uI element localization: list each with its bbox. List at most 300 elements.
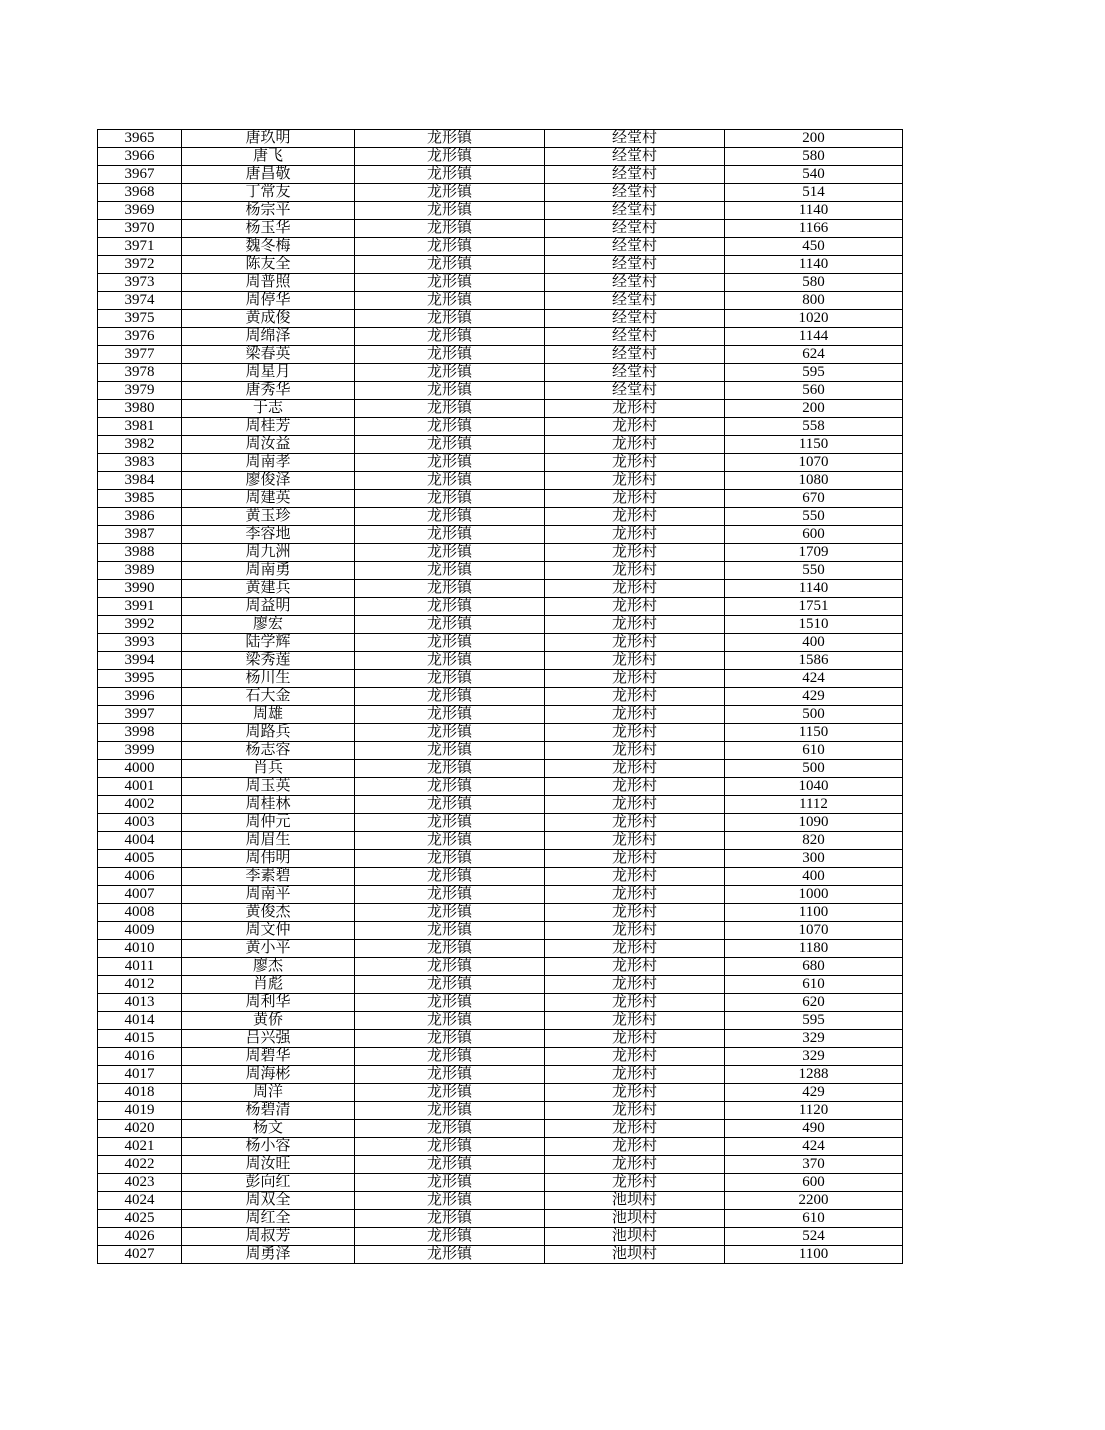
table-row <box>98 688 903 706</box>
town-cell: 龙形镇 <box>355 310 545 328</box>
name-cell: 李容地 <box>182 526 355 544</box>
amount-cell: 1100 <box>725 1246 903 1264</box>
amount-cell: 1586 <box>725 652 903 670</box>
town-cell: 龙形镇 <box>355 346 545 364</box>
row-number-cell: 4011 <box>98 958 182 976</box>
row-number-cell: 3968 <box>98 184 182 202</box>
amount-cell: 624 <box>725 346 903 364</box>
row-number-cell: 4013 <box>98 994 182 1012</box>
table-row <box>98 328 903 346</box>
town-cell: 龙形镇 <box>355 994 545 1012</box>
table-row <box>98 436 903 454</box>
table-row <box>98 1210 903 1228</box>
village-cell: 经堂村 <box>545 166 725 184</box>
village-cell: 龙形村 <box>545 886 725 904</box>
table-row <box>98 1192 903 1210</box>
town-cell: 龙形镇 <box>355 202 545 220</box>
table-row <box>98 814 903 832</box>
village-cell: 经堂村 <box>545 292 725 310</box>
village-cell: 龙形村 <box>545 1156 725 1174</box>
row-number-cell: 4015 <box>98 1030 182 1048</box>
amount-cell: 1751 <box>725 598 903 616</box>
table-row <box>98 202 903 220</box>
village-cell: 龙形村 <box>545 634 725 652</box>
table-row <box>98 922 903 940</box>
town-cell: 龙形镇 <box>355 742 545 760</box>
village-cell: 龙形村 <box>545 454 725 472</box>
row-number-cell: 4026 <box>98 1228 182 1246</box>
town-cell: 龙形镇 <box>355 130 545 148</box>
village-cell: 龙形村 <box>545 1030 725 1048</box>
row-number-cell: 4022 <box>98 1156 182 1174</box>
town-cell: 龙形镇 <box>355 904 545 922</box>
village-cell: 龙形村 <box>545 544 725 562</box>
table-row <box>98 706 903 724</box>
row-number-cell: 3986 <box>98 508 182 526</box>
row-number-cell: 3995 <box>98 670 182 688</box>
name-cell: 周汝旺 <box>182 1156 355 1174</box>
name-cell: 梁秀莲 <box>182 652 355 670</box>
amount-cell: 600 <box>725 526 903 544</box>
amount-cell: 610 <box>725 976 903 994</box>
table-row <box>98 1174 903 1192</box>
village-cell: 龙形村 <box>545 1066 725 1084</box>
town-cell: 龙形镇 <box>355 1246 545 1264</box>
name-cell: 周九洲 <box>182 544 355 562</box>
village-cell: 龙形村 <box>545 1102 725 1120</box>
village-cell: 龙形村 <box>545 670 725 688</box>
row-number-cell: 3981 <box>98 418 182 436</box>
town-cell: 龙形镇 <box>355 454 545 472</box>
village-cell: 经堂村 <box>545 364 725 382</box>
amount-cell: 514 <box>725 184 903 202</box>
village-cell: 经堂村 <box>545 238 725 256</box>
row-number-cell: 3990 <box>98 580 182 598</box>
amount-cell: 2200 <box>725 1192 903 1210</box>
row-number-cell: 3970 <box>98 220 182 238</box>
name-cell: 唐飞 <box>182 148 355 166</box>
town-cell: 龙形镇 <box>355 382 545 400</box>
amount-cell: 424 <box>725 1138 903 1156</box>
table-row <box>98 976 903 994</box>
row-number-cell: 4023 <box>98 1174 182 1192</box>
village-cell: 龙形村 <box>545 1138 725 1156</box>
town-cell: 龙形镇 <box>355 526 545 544</box>
table-row <box>98 562 903 580</box>
amount-cell: 1140 <box>725 202 903 220</box>
amount-cell: 1288 <box>725 1066 903 1084</box>
name-cell: 周汝益 <box>182 436 355 454</box>
amount-cell: 424 <box>725 670 903 688</box>
amount-cell: 1140 <box>725 256 903 274</box>
name-cell: 周文仲 <box>182 922 355 940</box>
village-cell: 经堂村 <box>545 130 725 148</box>
village-cell: 龙形村 <box>545 940 725 958</box>
town-cell: 龙形镇 <box>355 832 545 850</box>
amount-cell: 610 <box>725 742 903 760</box>
village-cell: 龙形村 <box>545 868 725 886</box>
town-cell: 龙形镇 <box>355 976 545 994</box>
table-row <box>98 454 903 472</box>
table-row <box>98 1066 903 1084</box>
name-cell: 周仲元 <box>182 814 355 832</box>
town-cell: 龙形镇 <box>355 274 545 292</box>
name-cell: 周勇泽 <box>182 1246 355 1264</box>
town-cell: 龙形镇 <box>355 400 545 418</box>
town-cell: 龙形镇 <box>355 922 545 940</box>
row-number-cell: 3997 <box>98 706 182 724</box>
village-cell: 龙形村 <box>545 418 725 436</box>
amount-cell: 400 <box>725 634 903 652</box>
row-number-cell: 3996 <box>98 688 182 706</box>
town-cell: 龙形镇 <box>355 706 545 724</box>
amount-cell: 580 <box>725 148 903 166</box>
name-cell: 黄成俊 <box>182 310 355 328</box>
town-cell: 龙形镇 <box>355 238 545 256</box>
table-row <box>98 508 903 526</box>
town-cell: 龙形镇 <box>355 850 545 868</box>
name-cell: 杨小容 <box>182 1138 355 1156</box>
name-cell: 周叔芳 <box>182 1228 355 1246</box>
amount-cell: 1112 <box>725 796 903 814</box>
name-cell: 陈友全 <box>182 256 355 274</box>
name-cell: 周南勇 <box>182 562 355 580</box>
data-table <box>97 129 903 1264</box>
table-row <box>98 670 903 688</box>
name-cell: 周洋 <box>182 1084 355 1102</box>
town-cell: 龙形镇 <box>355 562 545 580</box>
town-cell: 龙形镇 <box>355 1138 545 1156</box>
town-cell: 龙形镇 <box>355 292 545 310</box>
name-cell: 杨玉华 <box>182 220 355 238</box>
amount-cell: 680 <box>725 958 903 976</box>
name-cell: 杨宗平 <box>182 202 355 220</box>
row-number-cell: 3976 <box>98 328 182 346</box>
row-number-cell: 3992 <box>98 616 182 634</box>
row-number-cell: 3978 <box>98 364 182 382</box>
town-cell: 龙形镇 <box>355 1048 545 1066</box>
amount-cell: 490 <box>725 1120 903 1138</box>
name-cell: 周玉英 <box>182 778 355 796</box>
town-cell: 龙形镇 <box>355 1066 545 1084</box>
table-row <box>98 886 903 904</box>
amount-cell: 600 <box>725 1174 903 1192</box>
table-row <box>98 184 903 202</box>
amount-cell: 429 <box>725 1084 903 1102</box>
row-number-cell: 3971 <box>98 238 182 256</box>
row-number-cell: 3979 <box>98 382 182 400</box>
town-cell: 龙形镇 <box>355 436 545 454</box>
amount-cell: 1709 <box>725 544 903 562</box>
town-cell: 龙形镇 <box>355 1210 545 1228</box>
village-cell: 龙形村 <box>545 1012 725 1030</box>
amount-cell: 1166 <box>725 220 903 238</box>
table-row <box>98 742 903 760</box>
row-number-cell: 3967 <box>98 166 182 184</box>
name-cell: 周双全 <box>182 1192 355 1210</box>
row-number-cell: 4006 <box>98 868 182 886</box>
village-cell: 池坝村 <box>545 1192 725 1210</box>
village-cell: 龙形村 <box>545 1174 725 1192</box>
village-cell: 池坝村 <box>545 1246 725 1264</box>
village-cell: 经堂村 <box>545 274 725 292</box>
table-row <box>98 1102 903 1120</box>
table-row <box>98 544 903 562</box>
amount-cell: 550 <box>725 562 903 580</box>
amount-cell: 200 <box>725 130 903 148</box>
amount-cell: 1100 <box>725 904 903 922</box>
amount-cell: 1140 <box>725 580 903 598</box>
row-number-cell: 3985 <box>98 490 182 508</box>
row-number-cell: 3998 <box>98 724 182 742</box>
village-cell: 龙形村 <box>545 526 725 544</box>
name-cell: 廖宏 <box>182 616 355 634</box>
amount-cell: 800 <box>725 292 903 310</box>
row-number-cell: 3980 <box>98 400 182 418</box>
amount-cell: 429 <box>725 688 903 706</box>
table-row <box>98 400 903 418</box>
name-cell: 周伟明 <box>182 850 355 868</box>
name-cell: 周益明 <box>182 598 355 616</box>
town-cell: 龙形镇 <box>355 1084 545 1102</box>
amount-cell: 1150 <box>725 724 903 742</box>
name-cell: 周南平 <box>182 886 355 904</box>
table-row <box>98 364 903 382</box>
town-cell: 龙形镇 <box>355 868 545 886</box>
row-number-cell: 4001 <box>98 778 182 796</box>
amount-cell: 200 <box>725 400 903 418</box>
amount-cell: 1180 <box>725 940 903 958</box>
table-row <box>98 652 903 670</box>
name-cell: 梁春英 <box>182 346 355 364</box>
row-number-cell: 4007 <box>98 886 182 904</box>
amount-cell: 1120 <box>725 1102 903 1120</box>
name-cell: 周南孝 <box>182 454 355 472</box>
name-cell: 周桂林 <box>182 796 355 814</box>
town-cell: 龙形镇 <box>355 760 545 778</box>
town-cell: 龙形镇 <box>355 688 545 706</box>
table-row <box>98 1030 903 1048</box>
village-cell: 经堂村 <box>545 328 725 346</box>
town-cell: 龙形镇 <box>355 778 545 796</box>
name-cell: 杨碧清 <box>182 1102 355 1120</box>
village-cell: 龙形村 <box>545 742 725 760</box>
row-number-cell: 4004 <box>98 832 182 850</box>
amount-cell: 560 <box>725 382 903 400</box>
name-cell: 周普照 <box>182 274 355 292</box>
village-cell: 龙形村 <box>545 580 725 598</box>
name-cell: 肖兵 <box>182 760 355 778</box>
row-number-cell: 3989 <box>98 562 182 580</box>
table-row <box>98 310 903 328</box>
table-row <box>98 940 903 958</box>
town-cell: 龙形镇 <box>355 814 545 832</box>
village-cell: 龙形村 <box>545 832 725 850</box>
row-number-cell: 4003 <box>98 814 182 832</box>
table-row <box>98 346 903 364</box>
name-cell: 黄建兵 <box>182 580 355 598</box>
table-row <box>98 256 903 274</box>
name-cell: 周红全 <box>182 1210 355 1228</box>
village-cell: 经堂村 <box>545 256 725 274</box>
amount-cell: 524 <box>725 1228 903 1246</box>
town-cell: 龙形镇 <box>355 1192 545 1210</box>
name-cell: 黄小平 <box>182 940 355 958</box>
row-number-cell: 4008 <box>98 904 182 922</box>
town-cell: 龙形镇 <box>355 220 545 238</box>
name-cell: 丁常友 <box>182 184 355 202</box>
table-row <box>98 616 903 634</box>
village-cell: 龙形村 <box>545 472 725 490</box>
town-cell: 龙形镇 <box>355 490 545 508</box>
table-row <box>98 1084 903 1102</box>
village-cell: 龙形村 <box>545 904 725 922</box>
table-row <box>98 778 903 796</box>
table-row <box>98 490 903 508</box>
town-cell: 龙形镇 <box>355 634 545 652</box>
table-row <box>98 1246 903 1264</box>
amount-cell: 1070 <box>725 922 903 940</box>
amount-cell: 1040 <box>725 778 903 796</box>
table-row <box>98 148 903 166</box>
row-number-cell: 3987 <box>98 526 182 544</box>
row-number-cell: 3991 <box>98 598 182 616</box>
amount-cell: 670 <box>725 490 903 508</box>
town-cell: 龙形镇 <box>355 544 545 562</box>
town-cell: 龙形镇 <box>355 256 545 274</box>
town-cell: 龙形镇 <box>355 1102 545 1120</box>
table-row <box>98 832 903 850</box>
amount-cell: 540 <box>725 166 903 184</box>
village-cell: 经堂村 <box>545 184 725 202</box>
village-cell: 龙形村 <box>545 994 725 1012</box>
amount-cell: 370 <box>725 1156 903 1174</box>
village-cell: 龙形村 <box>545 760 725 778</box>
table-row <box>98 796 903 814</box>
name-cell: 杨志容 <box>182 742 355 760</box>
row-number-cell: 3972 <box>98 256 182 274</box>
name-cell: 周绵泽 <box>182 328 355 346</box>
village-cell: 经堂村 <box>545 382 725 400</box>
town-cell: 龙形镇 <box>355 886 545 904</box>
table-row <box>98 166 903 184</box>
row-number-cell: 3977 <box>98 346 182 364</box>
town-cell: 龙形镇 <box>355 1120 545 1138</box>
town-cell: 龙形镇 <box>355 652 545 670</box>
amount-cell: 1510 <box>725 616 903 634</box>
amount-cell: 450 <box>725 238 903 256</box>
table-body <box>98 130 903 1264</box>
village-cell: 龙形村 <box>545 976 725 994</box>
town-cell: 龙形镇 <box>355 472 545 490</box>
name-cell: 石大金 <box>182 688 355 706</box>
town-cell: 龙形镇 <box>355 508 545 526</box>
row-number-cell: 4024 <box>98 1192 182 1210</box>
town-cell: 龙形镇 <box>355 940 545 958</box>
table-row <box>98 418 903 436</box>
village-cell: 龙形村 <box>545 400 725 418</box>
village-cell: 经堂村 <box>545 220 725 238</box>
row-number-cell: 4018 <box>98 1084 182 1102</box>
row-number-cell: 3973 <box>98 274 182 292</box>
table-row <box>98 724 903 742</box>
village-cell: 经堂村 <box>545 148 725 166</box>
name-cell: 肖彪 <box>182 976 355 994</box>
amount-cell: 1020 <box>725 310 903 328</box>
table-row <box>98 904 903 922</box>
village-cell: 龙形村 <box>545 436 725 454</box>
row-number-cell: 4010 <box>98 940 182 958</box>
row-number-cell: 4012 <box>98 976 182 994</box>
town-cell: 龙形镇 <box>355 1228 545 1246</box>
row-number-cell: 4021 <box>98 1138 182 1156</box>
town-cell: 龙形镇 <box>355 166 545 184</box>
amount-cell: 329 <box>725 1030 903 1048</box>
town-cell: 龙形镇 <box>355 1012 545 1030</box>
town-cell: 龙形镇 <box>355 364 545 382</box>
row-number-cell: 4020 <box>98 1120 182 1138</box>
table-row <box>98 1048 903 1066</box>
row-number-cell: 4016 <box>98 1048 182 1066</box>
amount-cell: 595 <box>725 1012 903 1030</box>
name-cell: 于志 <box>182 400 355 418</box>
town-cell: 龙形镇 <box>355 796 545 814</box>
name-cell: 周停华 <box>182 292 355 310</box>
table-row <box>98 760 903 778</box>
name-cell: 魏冬梅 <box>182 238 355 256</box>
amount-cell: 580 <box>725 274 903 292</box>
row-number-cell: 3982 <box>98 436 182 454</box>
village-cell: 龙形村 <box>545 616 725 634</box>
village-cell: 经堂村 <box>545 346 725 364</box>
amount-cell: 400 <box>725 868 903 886</box>
village-cell: 龙形村 <box>545 1084 725 1102</box>
village-cell: 龙形村 <box>545 1120 725 1138</box>
name-cell: 唐秀华 <box>182 382 355 400</box>
amount-cell: 1150 <box>725 436 903 454</box>
row-number-cell: 3999 <box>98 742 182 760</box>
table-row <box>98 274 903 292</box>
row-number-cell: 3965 <box>98 130 182 148</box>
village-cell: 龙形村 <box>545 850 725 868</box>
amount-cell: 329 <box>725 1048 903 1066</box>
table-row <box>98 1012 903 1030</box>
table-row <box>98 130 903 148</box>
amount-cell: 620 <box>725 994 903 1012</box>
town-cell: 龙形镇 <box>355 580 545 598</box>
town-cell: 龙形镇 <box>355 958 545 976</box>
row-number-cell: 3993 <box>98 634 182 652</box>
table-row <box>98 472 903 490</box>
table-row <box>98 382 903 400</box>
table-row <box>98 220 903 238</box>
village-cell: 龙形村 <box>545 490 725 508</box>
town-cell: 龙形镇 <box>355 328 545 346</box>
name-cell: 周桂芳 <box>182 418 355 436</box>
town-cell: 龙形镇 <box>355 418 545 436</box>
row-number-cell: 4009 <box>98 922 182 940</box>
name-cell: 廖杰 <box>182 958 355 976</box>
table-row <box>98 1138 903 1156</box>
row-number-cell: 3969 <box>98 202 182 220</box>
table-row <box>98 580 903 598</box>
town-cell: 龙形镇 <box>355 1030 545 1048</box>
name-cell: 杨文 <box>182 1120 355 1138</box>
amount-cell: 595 <box>725 364 903 382</box>
village-cell: 龙形村 <box>545 652 725 670</box>
amount-cell: 1144 <box>725 328 903 346</box>
row-number-cell: 3988 <box>98 544 182 562</box>
